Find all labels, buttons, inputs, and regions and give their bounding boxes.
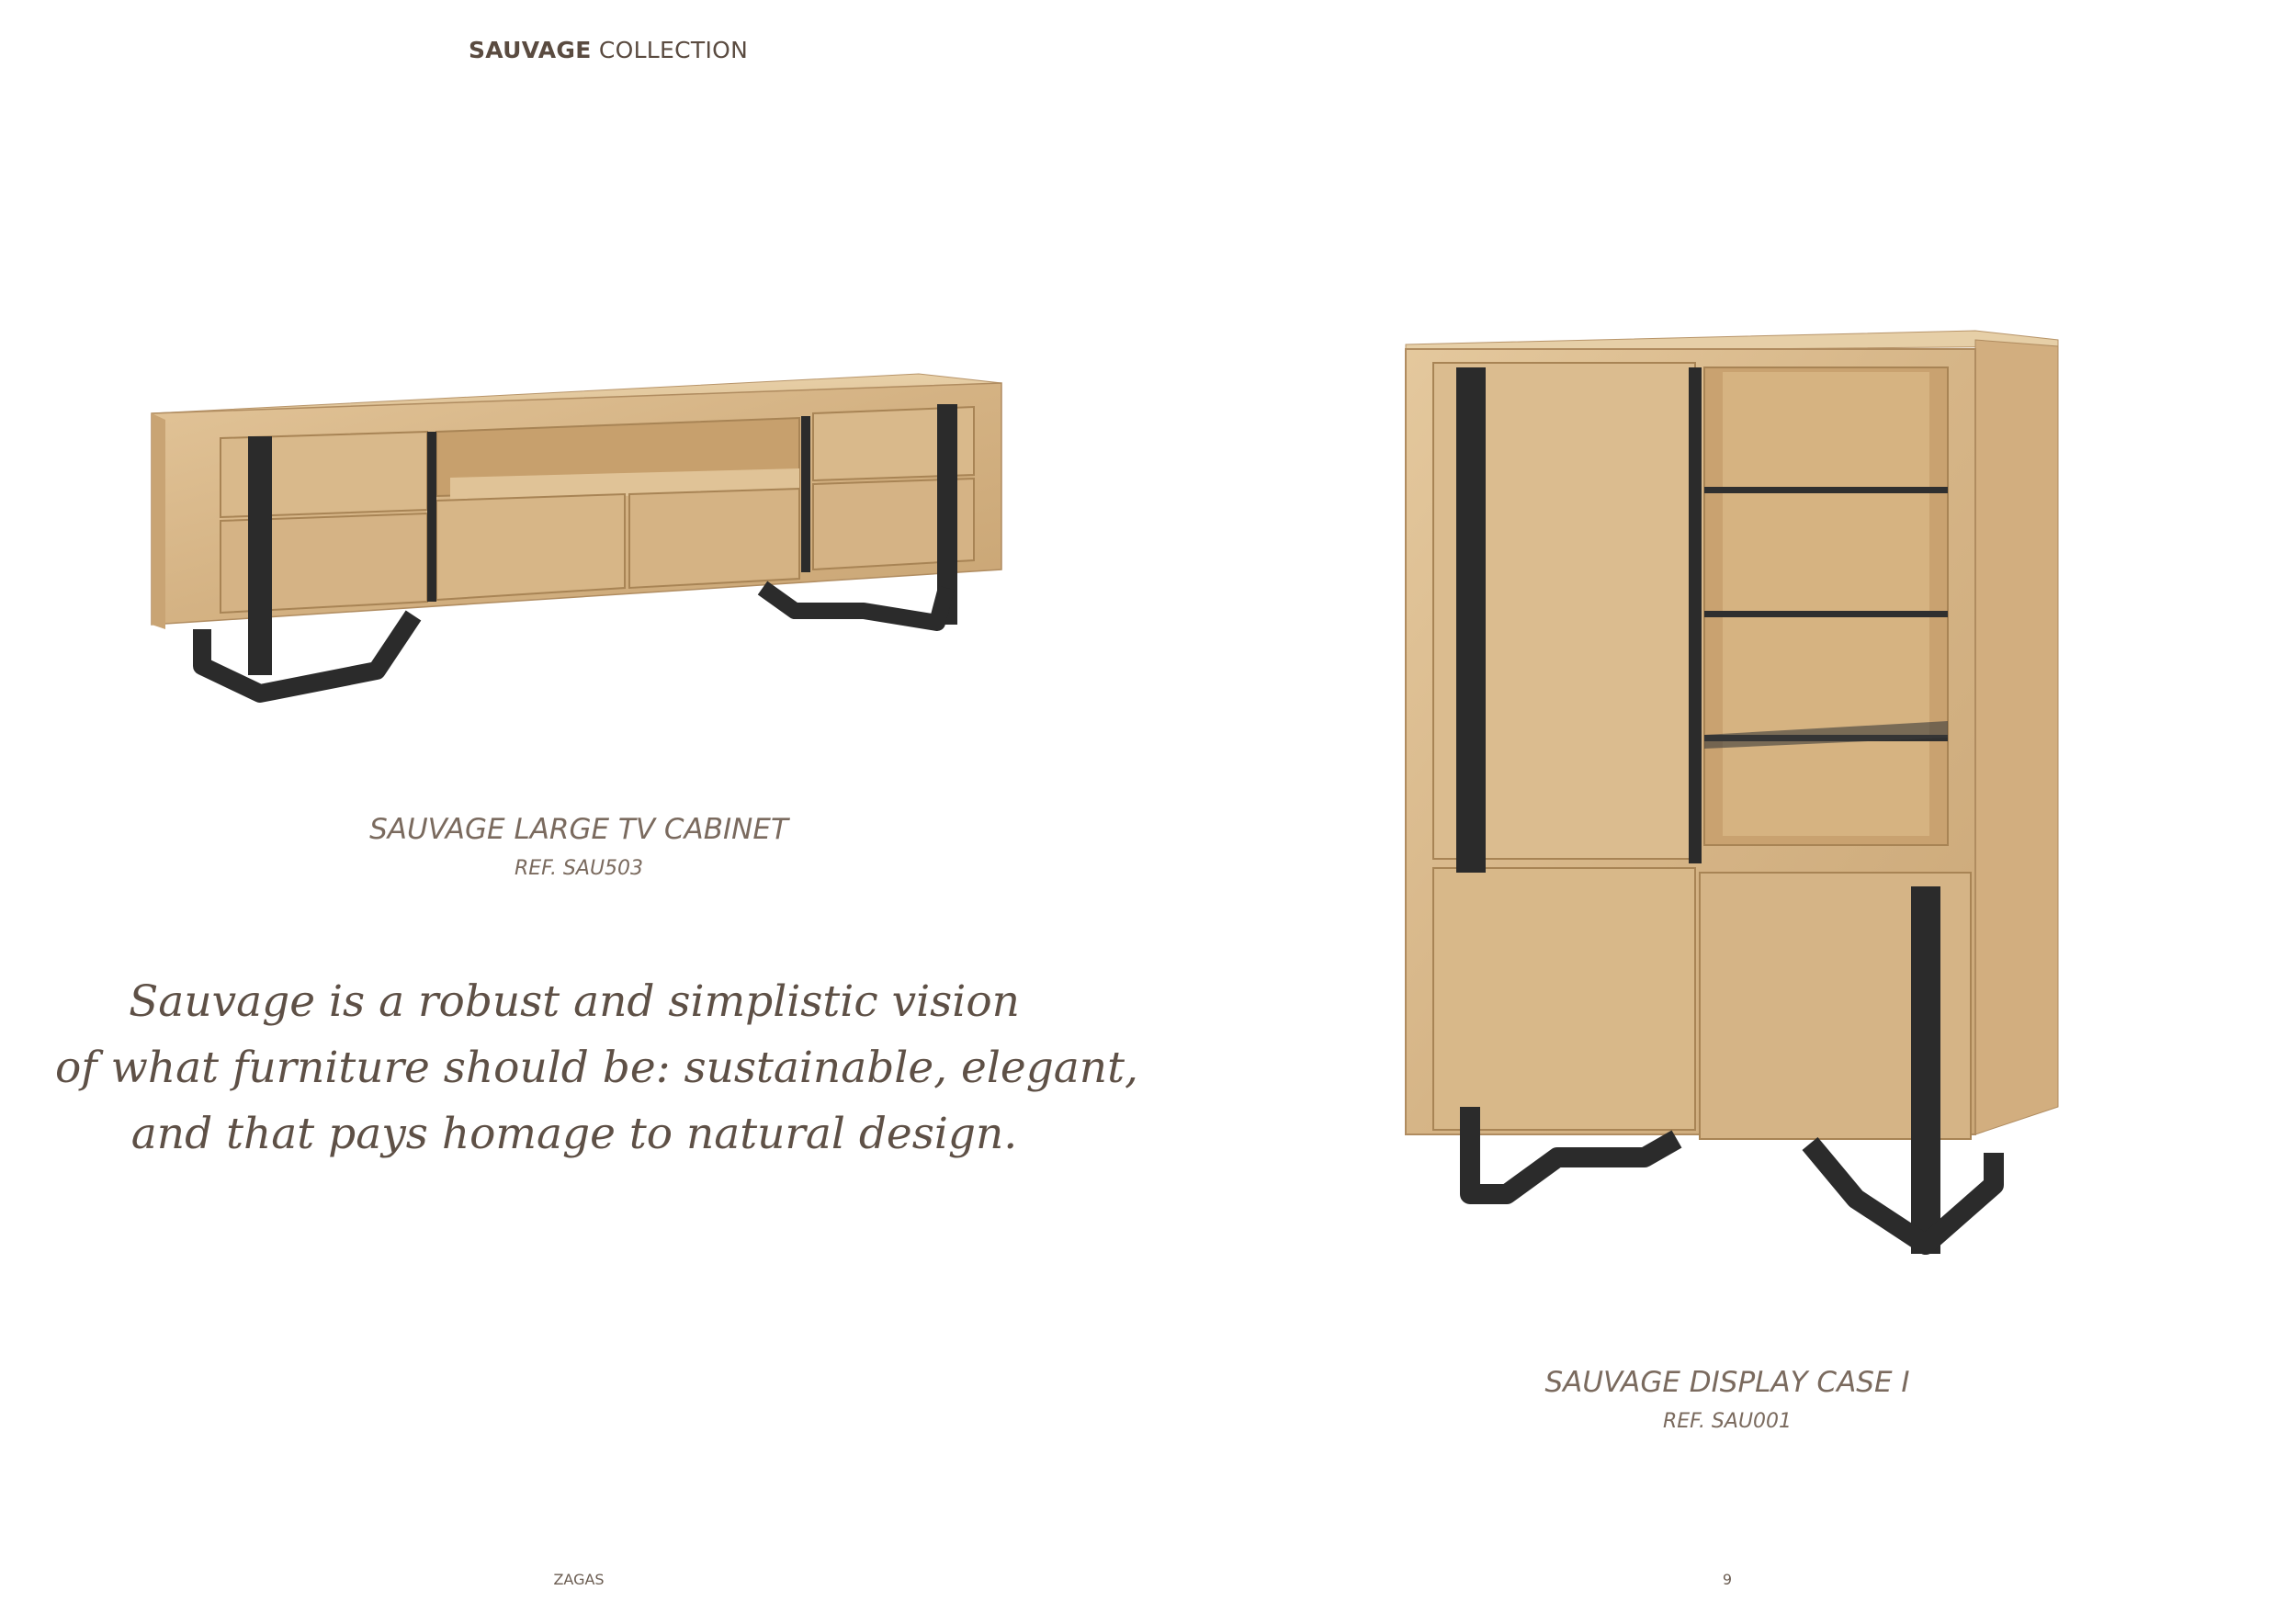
tagline-line-1: Sauvage is a robust and simplistic vision — [129, 976, 1020, 1027]
tagline-line-2: of what furniture should be: sustainable, elegant, — [55, 1043, 1138, 1093]
product-name: SAUVAGE DISPLAY CASE I — [1544, 1366, 1910, 1399]
collection-brand: SAUVAGE — [469, 37, 592, 63]
page-number: 9 — [1722, 1571, 1733, 1588]
product-ref: REF. SAU001 — [1662, 1410, 1793, 1433]
tagline — [55, 969, 1138, 1167]
product-ref: REF. SAU503 — [514, 857, 644, 880]
tagline-line-3: and that pays homage to natural design. — [130, 1109, 1018, 1159]
footer-brand: ZAGAS — [553, 1571, 605, 1588]
product-name: SAUVAGE LARGE TV CABINET — [369, 813, 788, 846]
collection-header — [469, 37, 748, 63]
display-case-image — [1397, 326, 2076, 1263]
tv-cabinet-image — [138, 363, 1011, 712]
collection-label: COLLECTION — [598, 37, 749, 63]
